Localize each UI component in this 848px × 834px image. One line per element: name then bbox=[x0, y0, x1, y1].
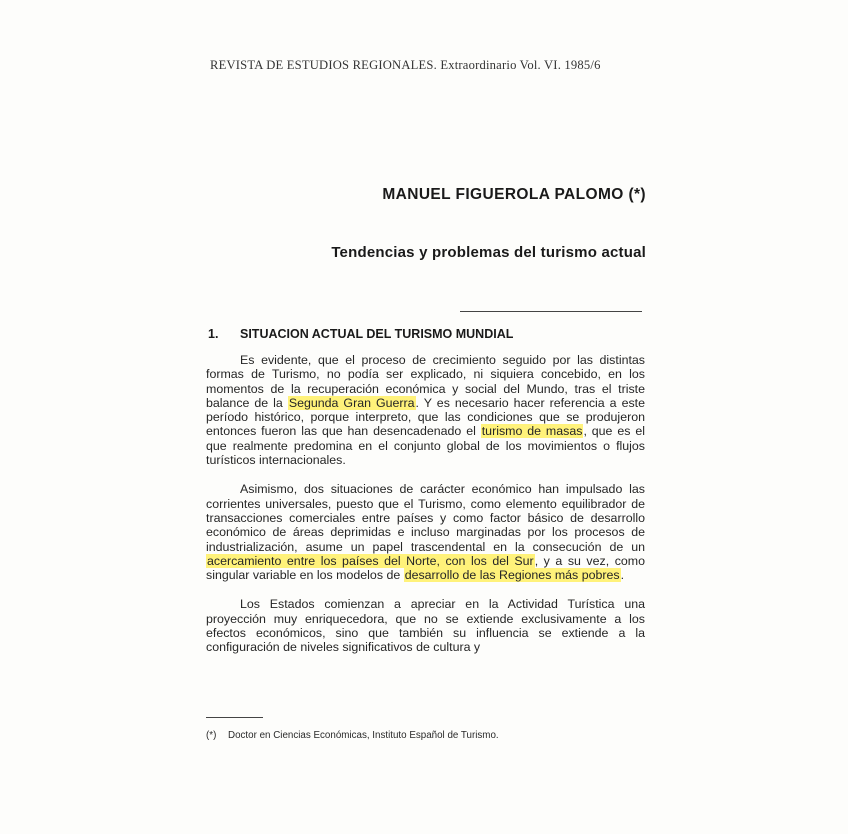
paragraph-2-text: . bbox=[620, 568, 625, 583]
journal-header: REVISTA DE ESTUDIOS REGIONALES. Extraordinario Vol. VI. 1985/6 bbox=[210, 58, 601, 72]
article-title: Tendencias y problemas del turismo actual bbox=[331, 244, 646, 261]
paragraph-2-text: , y a su vez, como singular variable en los modelos de bbox=[206, 553, 645, 583]
highlight-segunda-gran-guerra: Segunda Gran Guerra bbox=[288, 395, 415, 410]
highlight-desarrollo-regiones: desarrollo de las Regiones más pobres bbox=[404, 568, 620, 583]
section-number: 1. bbox=[208, 327, 219, 341]
paragraph-1-text: , que es el que realmente predomina en el conjunto global de los movimientos o flujos turísticos internacionales. bbox=[206, 424, 645, 468]
author-name: MANUEL FIGUEROLA PALOMO (*) bbox=[382, 186, 646, 203]
highlight-acercamiento-norte-sur: acercamiento entre los países del Norte, con los del Sur bbox=[207, 553, 534, 568]
footnote bbox=[206, 730, 499, 741]
paragraph-3-text: Los Estados comienzan a apreciar en la Actividad Turística una proyección muy enriquecedora, que no se extiende exclusivamente a los efectos económicos, sino que también su influencia se extiende a la configuración de niveles significativos de cultura y bbox=[206, 597, 645, 655]
section-heading bbox=[208, 327, 513, 341]
paragraph-2-text: Asimismo, dos situaciones de carácter económico han impulsado las corrientes universales, puesto que el Turismo, como elemento equilibrador de transacciones comerciales entre países y como factor básico de desarrollo económico de áreas deprimidas e incluso marginadas por los procesos de industrialización, asume un papel trascendental en la consecución de un bbox=[206, 482, 645, 554]
footnote-divider bbox=[206, 717, 263, 718]
body-text bbox=[206, 353, 645, 670]
title-divider bbox=[460, 311, 642, 312]
paragraph-1 bbox=[206, 353, 645, 467]
footnote-text: Doctor en Ciencias Económicas, Instituto Español de Turismo. bbox=[228, 730, 499, 741]
paragraph-2 bbox=[206, 482, 645, 582]
paragraph-3 bbox=[206, 597, 645, 654]
footnote-mark: (*) bbox=[206, 730, 217, 741]
paragraph-1-text: . Y es necesario hacer referencia a este período histórico, porque interpreto, que las condiciones que se produjeron entonces fueron las que han desencadenado el bbox=[206, 395, 645, 439]
paragraph-1-text: Es evidente, que el proceso de crecimiento seguido por las distintas formas de Turismo, no podía ser explicado, ni siquiera concebido, en los momentos de la recuperación económica y social del Mundo, tras el triste balance de la bbox=[206, 353, 645, 410]
section-title: SITUACION ACTUAL DEL TURISMO MUNDIAL bbox=[240, 327, 514, 341]
highlight-turismo-de-masas: turismo de masas bbox=[481, 424, 583, 439]
